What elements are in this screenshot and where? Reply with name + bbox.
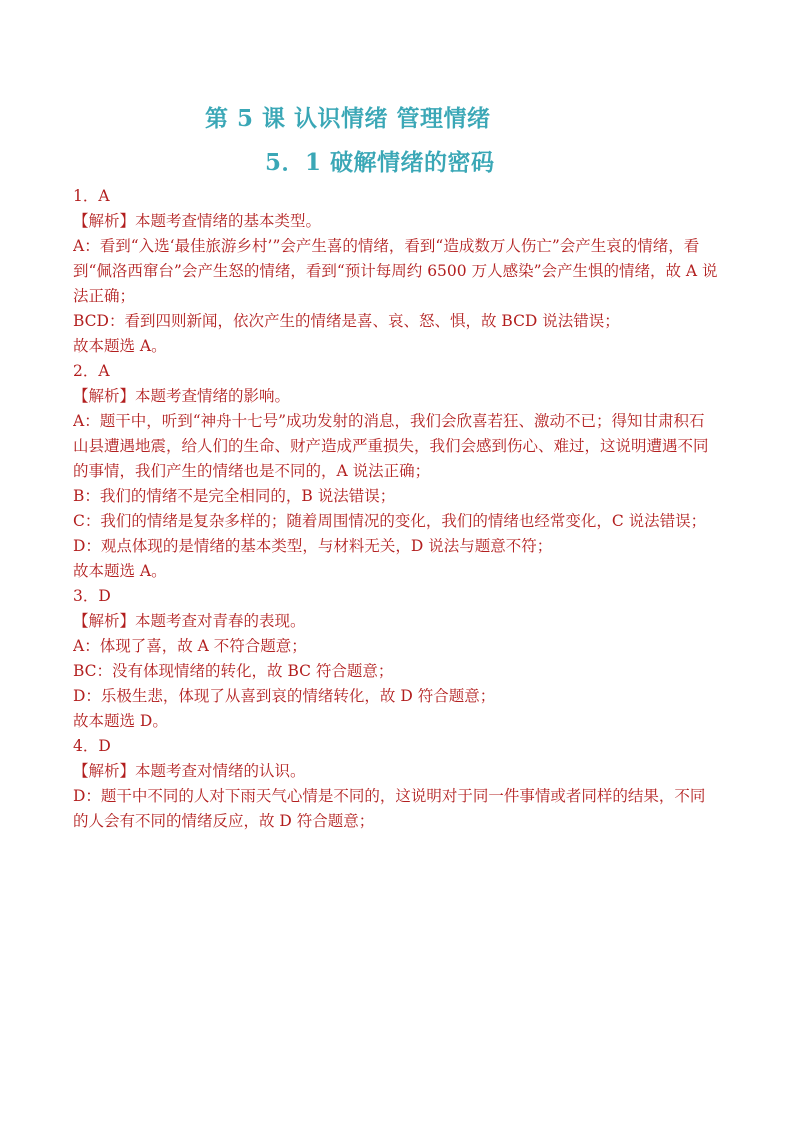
answer-number: 3．D <box>73 587 111 605</box>
text-line: 到“佩洛西窜台”会产生怒的情绪，看到“预计每周约 6500 万人感染”会产生惧的情绪，故 A 说 <box>73 262 718 280</box>
analysis-line: 【解析】本题考查对青春的表现。 <box>73 612 306 630</box>
text-line: A：看到“入选‘最佳旅游乡村’”会产生喜的情绪，看到“造成数万人伤亡”会产生哀的情绪，看 <box>73 237 700 255</box>
text-line: A：题干中，听到“神舟十七号”成功发射的消息，我们会欣喜若狂、激动不已；得知甘肃积石 <box>73 412 705 430</box>
answer-number: 2．A <box>73 362 110 380</box>
answer-number: 1．A <box>73 187 110 205</box>
analysis-line: 【解析】本题考查情绪的影响。 <box>73 387 291 405</box>
option-explanation: A：体现了喜，故 A 不符合题意； <box>73 637 307 655</box>
option-explanation: D：乐极生悲，体现了从喜到哀的情绪转化，故 D 符合题意； <box>73 687 496 705</box>
conclusion-line: 故本题选 A。 <box>73 337 167 355</box>
option-explanation: BC：没有体现情绪的转化，故 BC 符合题意； <box>73 662 394 680</box>
analysis-line: 【解析】本题考查对情绪的认识。 <box>73 762 306 780</box>
option-explanation: C：我们的情绪是复杂多样的；随着周围情况的变化，我们的情绪也经常变化，C 说法错误； <box>73 512 707 530</box>
answer-content <box>73 184 733 834</box>
conclusion-line: 故本题选 A。 <box>73 562 167 580</box>
option-explanation <box>73 234 733 309</box>
option-explanation <box>73 409 733 484</box>
conclusion-line: 故本题选 D。 <box>73 712 168 730</box>
section-title: 5．1 破解情绪的密码 <box>265 149 495 176</box>
text-line: 的事情，我们产生的情绪也是不同的，A 说法正确； <box>73 462 431 480</box>
lesson-title: 第 5 课 认识情绪 管理情绪 <box>205 105 491 132</box>
option-explanation: B：我们的情绪不是完全相同的，B 说法错误； <box>73 487 396 505</box>
option-explanation: D：观点体现的是情绪的基本类型，与材料无关，D 说法与题意不符； <box>73 537 553 555</box>
option-explanation <box>73 784 733 834</box>
text-line: 法正确； <box>73 287 136 305</box>
text-line: 的人会有不同的情绪反应，故 D 符合题意； <box>73 812 375 830</box>
option-explanation: BCD：看到四则新闻，依次产生的情绪是喜、哀、怒、惧，故 BCD 说法错误； <box>73 312 620 330</box>
text-line: 山县遭遇地震，给人们的生命、财产造成严重损失，我们会感到伤心、难过，这说明遭遇不同 <box>73 437 709 455</box>
answer-number: 4．D <box>73 737 111 755</box>
analysis-line: 【解析】本题考查情绪的基本类型。 <box>73 212 322 230</box>
text-line: D：题干中不同的人对下雨天气心情是不同的，这说明对于同一件事情或者同样的结果，不同 <box>73 787 706 805</box>
